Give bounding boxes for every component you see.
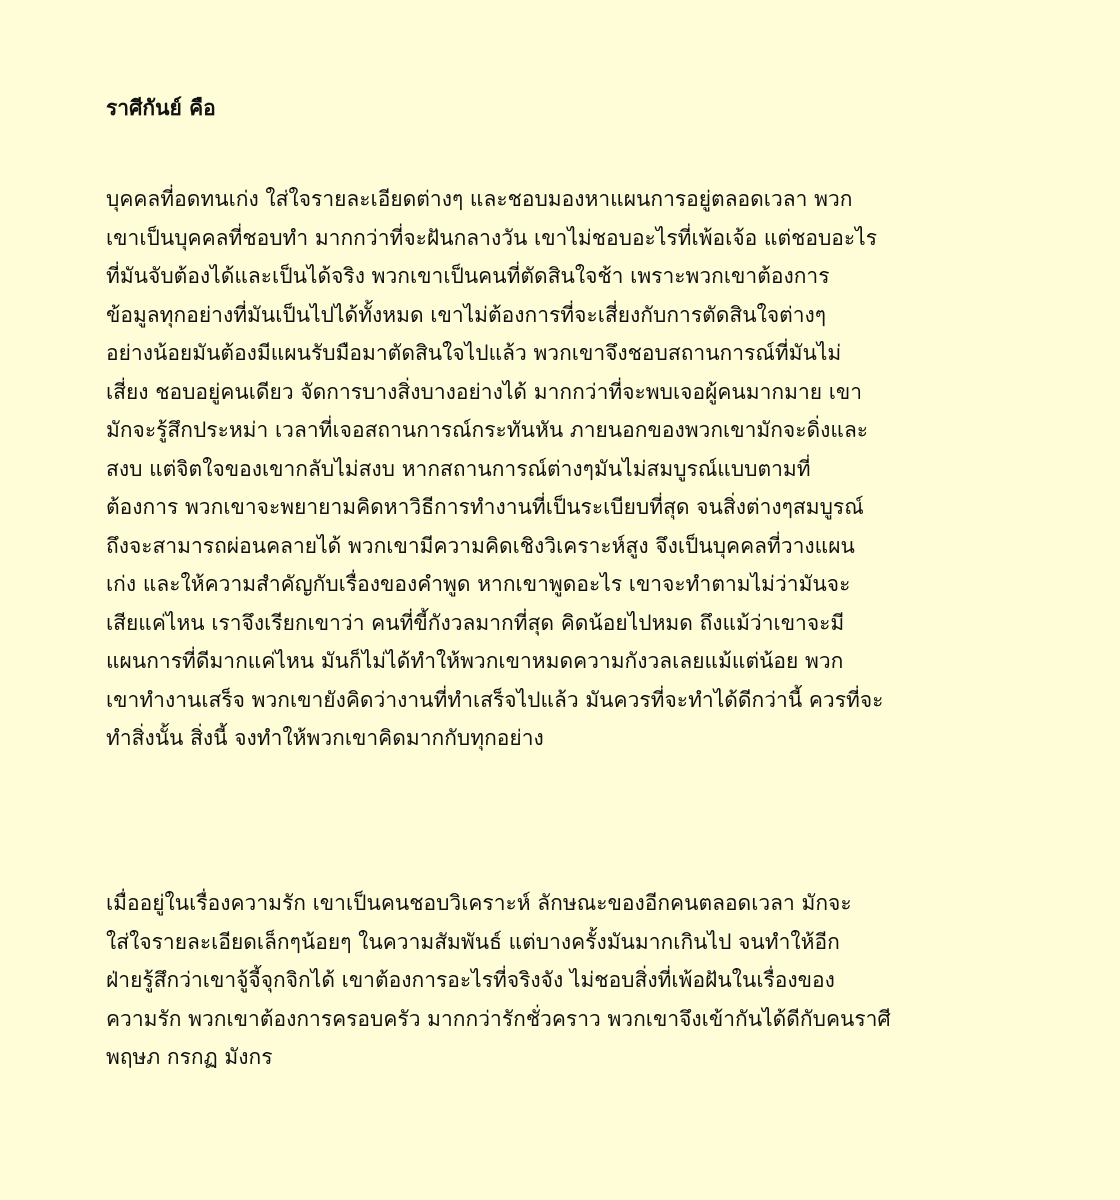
paragraph-personality	[106, 180, 883, 758]
paragraph-line: ใส่ใจรายละเอียดเล็กๆน้อยๆ ในความสัมพันธ์ แต่บางครั้งมันมากเกินไป จนทำให้อีก	[106, 929, 840, 954]
paragraph-line: ต้องการ พวกเขาจะพยายามคิดหาวิธีการทำงานที่เป็นระเบียบที่สุด จนสิ่งต่างๆสมบูรณ์	[106, 495, 864, 519]
paragraph-line: ถึงจะสามารถผ่อนคลายได้ พวกเขามีความคิดเชิงวิเคราะห์สูง จึงเป็นบุคคลที่วางแผน	[106, 533, 855, 558]
paragraph-line: ข้อมูลทุกอย่างที่มันเป็นไปได้ทั้งหมด เขาไม่ต้องการที่จะเสี่ยงกับการตัดสินใจต่างๆ	[106, 302, 827, 327]
paragraph-line: เสียแค่ไหน เราจึงเรียกเขาว่า คนที่ขี้กังวลมากที่สุด คิดน้อยไปหมด ถึงแม้ว่าเขาจะมี	[106, 610, 845, 635]
paragraph-line: สงบ แต่จิตใจของเขากลับไม่สงบ หากสถานการณ์ต่างๆมันไม่สมบูรณ์แบบตามที่	[106, 456, 811, 481]
paragraph-line: แผนการที่ดีมากแค่ไหน มันก็ไม่ได้ทำให้พวกเขาหมดความกังวลเลยแม้แต่น้อย พวก	[106, 649, 844, 673]
paragraph-line: พฤษภ กรกฏ มังกร	[106, 1045, 273, 1069]
paragraph-line: ความรัก พวกเขาต้องการครอบครัว มากกว่ารักชั่วคราว พวกเขาจึงเข้ากันได้ดีกับคนราศี	[106, 1006, 891, 1031]
paragraph-line: บุคคลที่อดทนเก่ง ใส่ใจรายละเอียดต่างๆ และชอบมองหาแผนการอยู่ตลอดเวลา พวก	[106, 187, 853, 211]
paragraph-line: ที่มันจับต้องได้และเป็นได้จริง พวกเขาเป็นคนที่ตัดสินใจช้า เพราะพวกเขาต้องการ	[106, 264, 830, 288]
document-heading: ราศีกันย์ คือ	[106, 96, 216, 120]
paragraph-line: เขาเป็นบุคคลที่ชอบทำ มากกว่าที่จะฝันกลางวัน เขาไม่ชอบอะไรที่เพ้อเจ้อ แต่ชอบอะไร	[106, 225, 878, 250]
paragraph-line: ฝ่ายรู้สึกว่าเขาจู้จี้จุกจิกได้ เขาต้องการอะไรที่จริงจัง ไม่ชอบสิ่งที่เพ้อฝันในเรื่องของ	[106, 968, 835, 992]
paragraph-line: อย่างน้อยมันต้องมีแผนรับมือมาตัดสินใจไปแล้ว พวกเขาจึงชอบสถานการณ์ที่มันไม่	[106, 341, 842, 365]
paragraph-line: เขาทำงานเสร็จ พวกเขายังคิดว่างานที่ทำเสร็จไปแล้ว มันควรที่จะทำได้ดีกว่านี้ ควรที่จะ	[106, 687, 884, 712]
paragraph-line: เก่ง และให้ความสำคัญกับเรื่องของคำพูด หากเขาพูดอะไร เขาจะทำตามไม่ว่ามันจะ	[106, 572, 851, 596]
paragraph-line: ทำสิ่งนั้น สิ่งนี้ จงทำให้พวกเขาคิดมากกับทุกอย่าง	[106, 726, 544, 750]
paragraph-line: เมื่ออยู่ในเรื่องความรัก เขาเป็นคนชอบวิเคราะห์ ลักษณะของอีกคนตลอดเวลา มักจะ	[106, 891, 852, 915]
paragraph-line: มักจะรู้สึกประหม่า เวลาที่เจอสถานการณ์กระทันหัน ภายนอกของพวกเขามักจะดิ่งและ	[106, 418, 869, 442]
paragraph-love	[106, 884, 891, 1077]
paragraph-line: เสี่ยง ชอบอยู่คนเดียว จัดการบางสิ่งบางอย่างได้ มากกว่าที่จะพบเจอผู้คนมากมาย เขา	[106, 379, 863, 404]
